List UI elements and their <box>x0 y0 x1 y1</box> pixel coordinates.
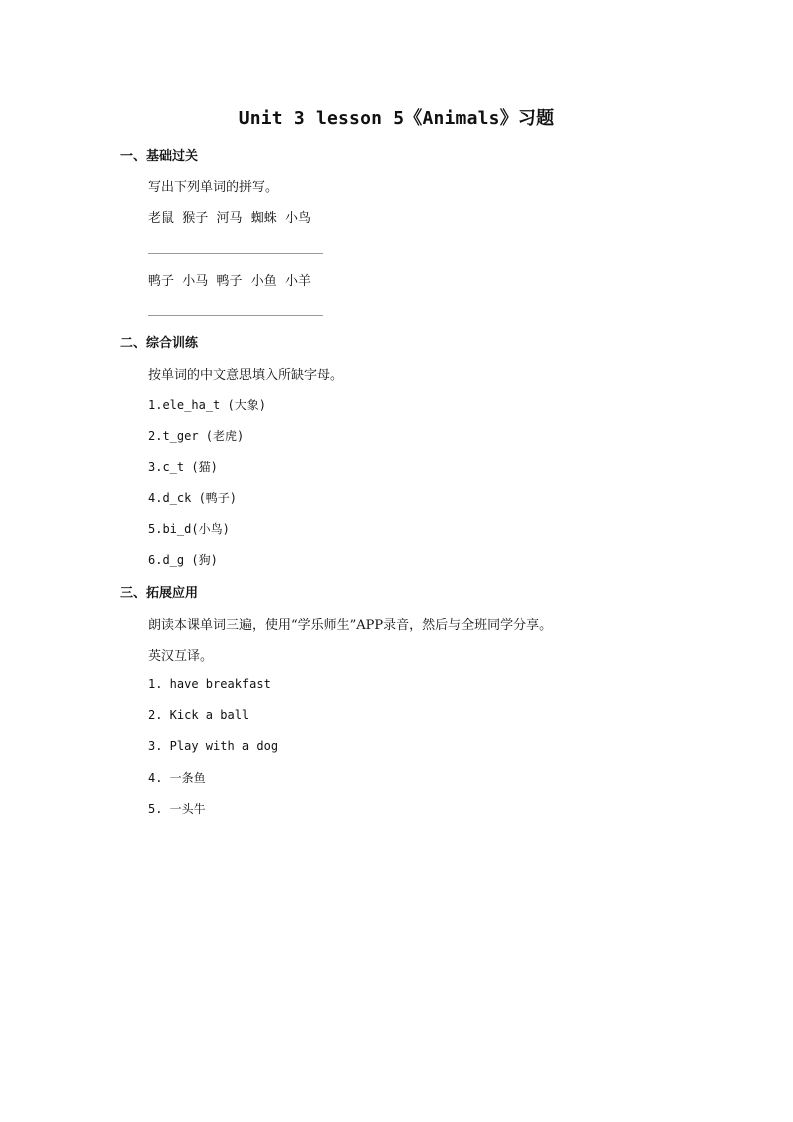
fill-item-2: 2.t_ger (老虎) <box>148 429 245 443</box>
fill-item-1: 1.ele_ha_t (大象) <box>148 398 266 412</box>
translate-item-5: 5. 一头牛 <box>148 802 206 816</box>
section-heading-comprehensive: 二、综合训练 <box>120 336 199 351</box>
section3-instruction-translate: 英汉互译。 <box>148 649 214 664</box>
word-row-1: 老鼠 猴子 河马 蜘蛛 小鸟 <box>148 211 312 226</box>
translate-item-3: 3. Play with a dog <box>148 739 279 753</box>
section2-instruction: 按单词的中文意思填入所缺字母。 <box>148 368 344 383</box>
fill-item-4: 4.d_ck (鸭子) <box>148 491 238 505</box>
translate-item-2: 2. Kick a ball <box>148 708 250 722</box>
answer-line-2 <box>148 315 323 316</box>
answer-line-1 <box>148 253 323 254</box>
page-title: Unit 3 lesson 5《Animals》习题 <box>238 108 555 129</box>
section3-instruction-read: 朗读本课单词三遍，使用“学乐师生”APP录音，然后与全班同学分享。 <box>148 618 553 633</box>
fill-item-5: 5.bi_d(小鸟) <box>148 522 230 536</box>
section1-instruction: 写出下列单词的拼写。 <box>148 180 279 195</box>
translate-item-4: 4. 一条鱼 <box>148 771 206 785</box>
translate-item-1: 1. have breakfast <box>148 677 271 691</box>
section-heading-extension: 三、拓展应用 <box>120 586 199 601</box>
fill-item-3: 3.c_t (猫) <box>148 460 218 474</box>
fill-item-6: 6.d_g (狗) <box>148 553 218 567</box>
section-heading-basic: 一、基础过关 <box>120 149 199 164</box>
word-row-2: 鸭子 小马 鸭子 小鱼 小羊 <box>148 274 312 289</box>
